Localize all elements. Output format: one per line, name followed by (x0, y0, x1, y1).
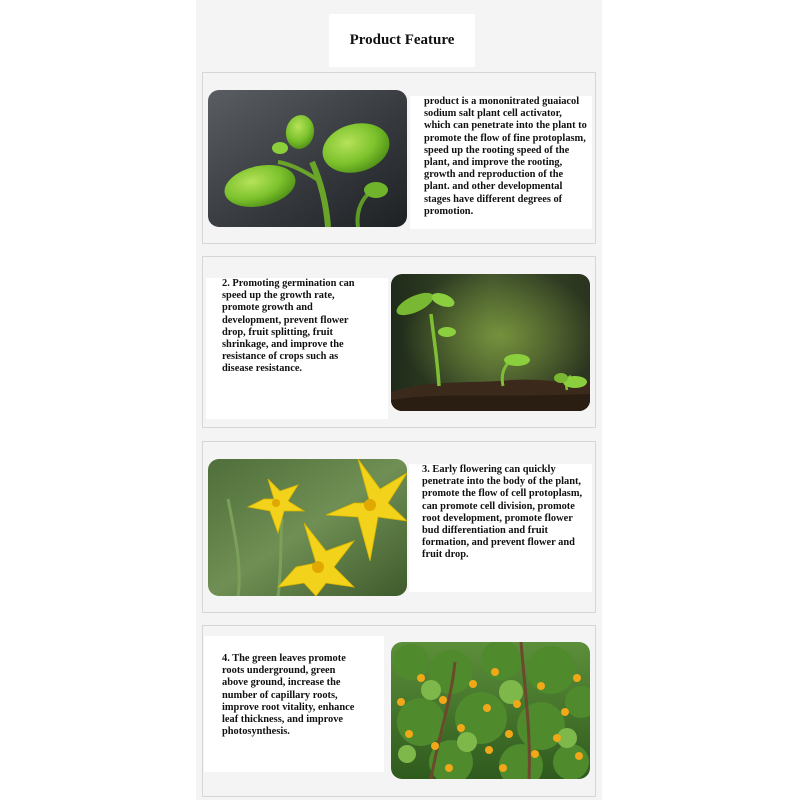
feature-card-2-border-fix (202, 256, 596, 428)
page-title: Product Feature (329, 14, 475, 67)
seedling-leaves-photo (208, 90, 407, 227)
orange-tree-photo (391, 642, 590, 779)
feature-text-2: 2. Promoting germination can speed up the growth rate, promote growth and development, prevent flower drop, fruit splitting, fruit shrinkage, and improve the resistance of crops such as disease resistance. (206, 278, 388, 419)
yellow-flowers-photo (208, 459, 407, 596)
feature-text-1: product is a mononitrated guaiacol sodium salt plant cell activator, which can penetrate into the plant to promote the flow of fine protoplasm, speed up the rooting speed of the plant, and improve the rooting, growth and reproduction of the plant. and other developmental stages have different degrees of promotion. (410, 96, 592, 229)
feature-text-3: 3. Early flowering can quickly penetrate into the body of the plant, promote the flow of cell protoplasm, can promote cell division, promote root development, promote flower bud differentiation and fruit formation, and prevent flower and fruit drop. (409, 464, 592, 592)
feature-text-4: 4. The green leaves promote roots underground, green above ground, increase the number of capillary roots, improve root vitality, enhance leaf thickness, and improve photosynthesis. (204, 636, 384, 772)
